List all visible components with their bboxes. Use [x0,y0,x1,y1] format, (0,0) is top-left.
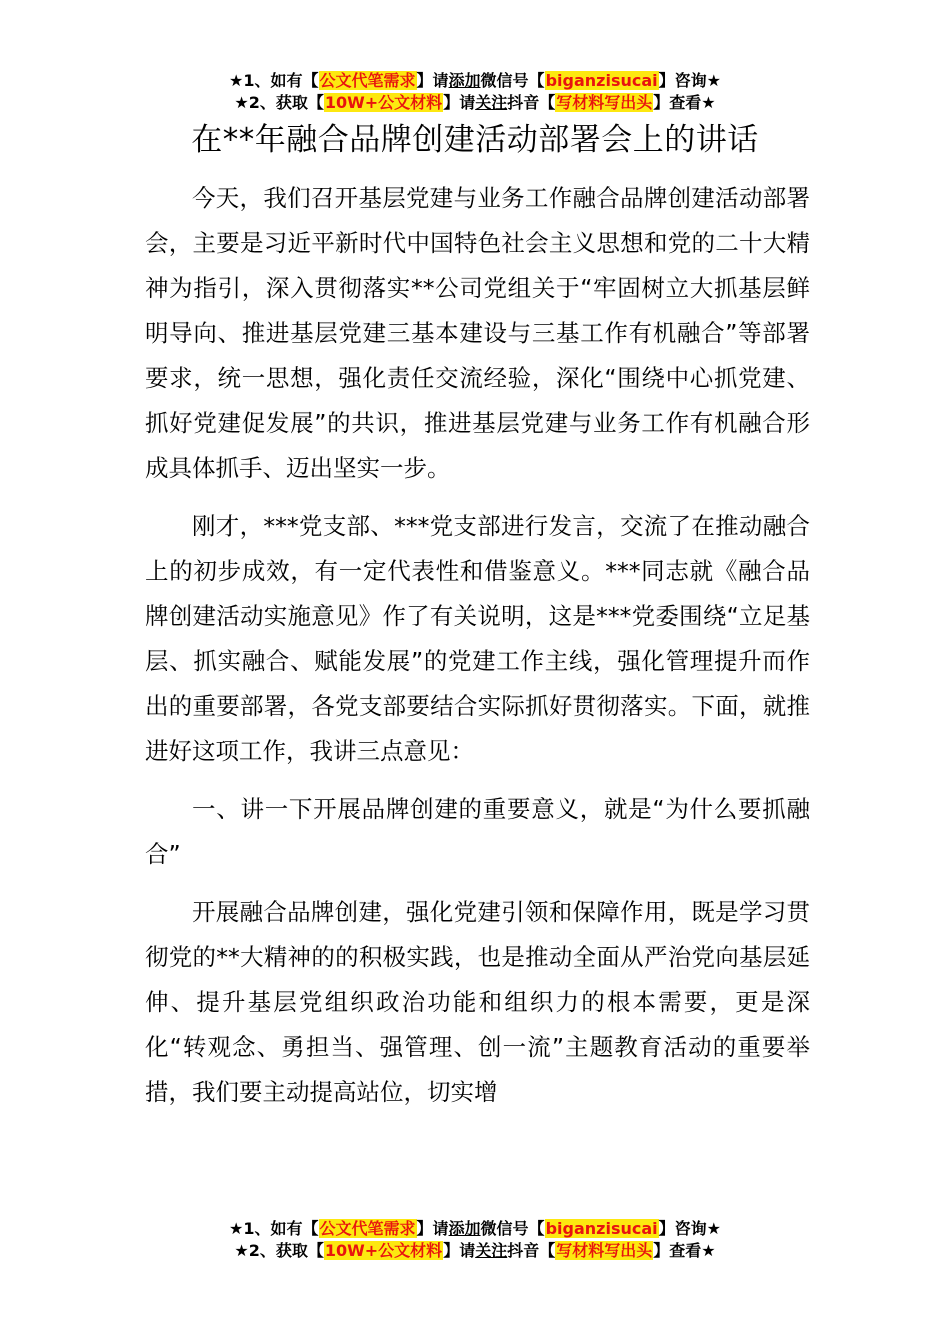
banner-underlined-text: 添加 [448,71,481,90]
footer-banner-line-2 [0,1240,950,1262]
banner-text: 】查看★ [653,1241,716,1260]
paragraph: 刚才，***党支部、***党支部进行发言，交流了在推动融合上的初步成效，有一定代表性和借鉴意义。***同志就《融合品牌创建活动实施意见》作了有关说明，这是***党委围绕“立足基层、抓实融合、赋能发展”的党建工作主线，强化管理提升而作出的重要部署，各党支部要结合实际抓好贯彻落实。下面，就推进好这项工作，我讲三点意见： [145,512,810,765]
banner-text: 】查看★ [653,93,716,112]
banner-underlined-text: 关注 [475,93,508,112]
banner-highlight: biganzisucai [545,1219,658,1238]
banner-text: 】请 [416,1219,449,1238]
banner-text: 】咨询★ [658,1219,721,1238]
section-heading: 一、讲一下开展品牌创建的重要意义，就是“为什么要抓融合” [145,795,810,868]
banner-text: 微信号【 [480,1219,545,1238]
banner-text: 抖音【 [507,93,556,112]
paragraph: 今天，我们召开基层党建与业务工作融合品牌创建活动部署会，主要是习近平新时代中国特色社会主义思想和党的二十大精神为指引，深入贯彻落实**公司党组关于“牢固树立大抓基层鲜明导向、推进基层党建三基本建设与三基工作有机融合”等部署要求，统一思想，强化责任交流经验，深化“围绕中心抓党建、抓好党建促发展”的共识，推进基层党建与业务工作有机融合形成具体抓手、迈出坚实一步。 [145,184,810,482]
banner-text: 抖音【 [507,1241,556,1260]
header-banner-line-2 [0,92,950,114]
banner-text: 微信号【 [480,71,545,90]
banner-text: 】咨询★ [658,71,721,90]
header-banner-line-1 [0,70,950,92]
banner-highlight: 公文代笔需求 [319,71,416,90]
banner-text: ★1、如有【 [229,71,319,90]
banner-text: ★2、获取【 [234,93,324,112]
banner-underlined-text: 添加 [448,1219,481,1238]
banner-highlight: 写材料写出头 [556,1241,653,1260]
banner-text: ★2、获取【 [234,1241,324,1260]
document-title: 在**年融合品牌创建活动部署会上的讲话 [191,122,759,158]
header-banner [0,70,950,114]
banner-text: 】请 [416,71,449,90]
banner-underlined-text: 关注 [475,1241,508,1260]
banner-highlight: biganzisucai [545,71,658,90]
document-body [145,176,810,1128]
footer-banner [0,1218,950,1262]
banner-text: 】请 [443,93,476,112]
banner-highlight: 写材料写出头 [556,93,653,112]
footer-banner-line-1 [0,1218,950,1240]
banner-text: 】请 [443,1241,476,1260]
banner-highlight: 10W+公文材料 [324,1241,443,1260]
banner-highlight: 10W+公文材料 [324,93,443,112]
banner-highlight: 公文代笔需求 [319,1219,416,1238]
banner-text: ★1、如有【 [229,1219,319,1238]
paragraph: 开展融合品牌创建，强化党建引领和保障作用，既是学习贯彻党的**大精神的的积极实践，也是推动全面从严治党向基层延伸、提升基层党组织政治功能和组织力的根本需要，更是深化“转观念、勇担当、强管理、创一流”主题教育活动的重要举措，我们要主动提高站位，切实增 [145,898,810,1106]
